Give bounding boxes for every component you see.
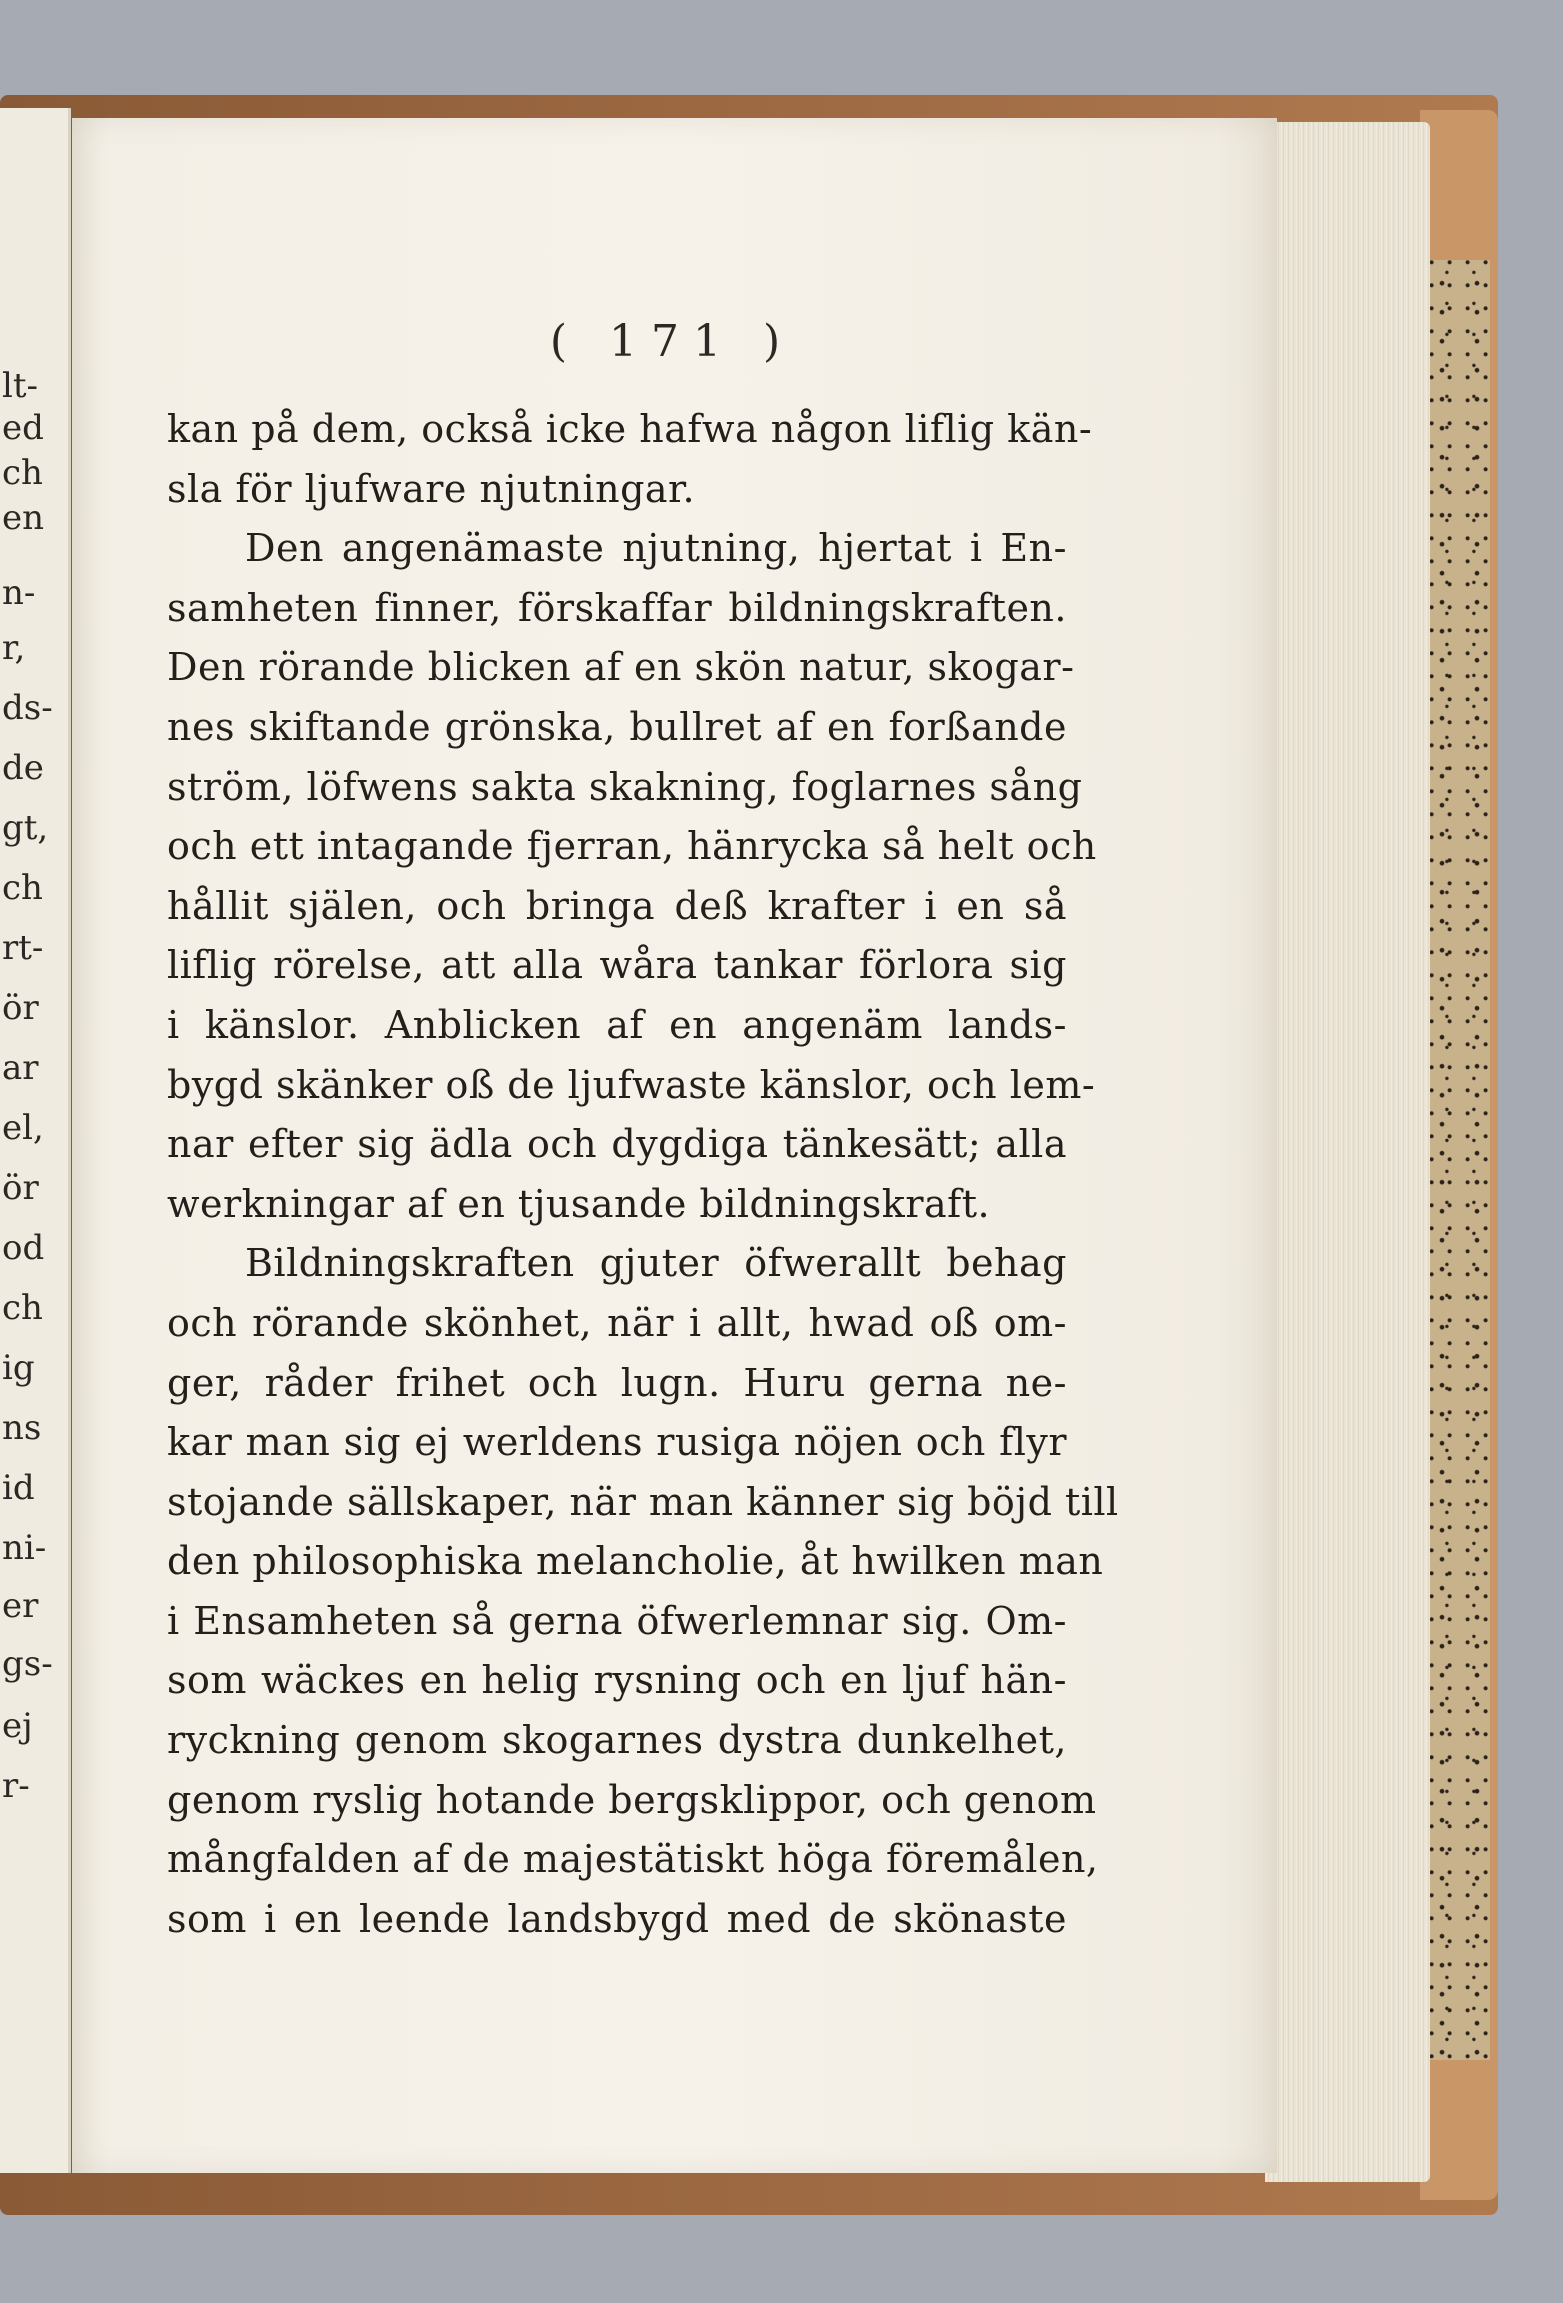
left-page-fragment: ör — [2, 1168, 39, 1208]
text-line: ryckning genom skogarnes dystra dunkelhet, — [167, 1718, 1067, 1763]
left-page-fragment: ör — [2, 988, 39, 1028]
text-line: sla för ljufware njutningar. — [167, 466, 696, 511]
page-number: ( 171 ) — [549, 316, 795, 367]
text-line: kar man sig ej werldens rusiga nöjen och flyr — [167, 1420, 1067, 1465]
text-line: och ett intagande fjerran, hänrycka så helt och — [167, 824, 1097, 869]
text-line: som wäckes en helig rysning och en ljuf hän- — [167, 1658, 1067, 1703]
left-page-fragment: lt- — [2, 366, 39, 406]
text-line: werkningar af en tjusande bildningskraft. — [167, 1181, 991, 1226]
left-page-fragment: od — [2, 1228, 45, 1268]
text-line: kan på dem, också icke hafwa någon liflig kän- — [167, 407, 1093, 451]
text-line: ström, löfwens sakta skakning, foglarnes sång — [167, 764, 1083, 809]
left-page-fragment: r- — [2, 1766, 30, 1806]
text-line: Den angenämaste njutning, hjertat i En- — [245, 526, 1067, 571]
left-page-fragment: n- — [2, 573, 36, 613]
left-page-fragment: ds- — [2, 688, 53, 728]
left-page-fragment: er — [2, 1586, 39, 1626]
left-page-fragment: rt- — [2, 928, 44, 968]
text-line: som i en leende landsbygd med de skönaste — [167, 1896, 1067, 1941]
left-page-fragment: ch — [2, 868, 43, 908]
left-page-fragment: ch — [2, 453, 43, 493]
text-line: i känslor. Anblicken af en angenäm lands- — [167, 1002, 1067, 1047]
text-line: i Ensamheten så gerna öfwerlemnar sig. Om- — [167, 1598, 1067, 1643]
left-page-fragment: ar — [2, 1048, 39, 1088]
left-page-fragment: de — [2, 748, 44, 788]
text-line: nar efter sig ädla och dygdiga tänkesätt; alla — [167, 1122, 1067, 1167]
text-line: stojande sällskaper, när man känner sig böjd till — [167, 1479, 1119, 1524]
text-line: Bildningskraften gjuter öfwerallt behag — [245, 1241, 1067, 1286]
left-page-fragment: ed — [2, 408, 44, 448]
left-page-fragment: ig — [2, 1348, 35, 1388]
left-page-fragment: gt, — [2, 808, 49, 848]
left-page-fragment: ns — [2, 1408, 42, 1448]
left-page-fragment: ej — [2, 1706, 33, 1746]
text-line: Den rörande blicken af en skön natur, skogar- — [167, 645, 1075, 690]
page-body-text — [167, 400, 1119, 1949]
text-line: genom ryslig hotande bergsklippor, och genom — [167, 1777, 1097, 1822]
text-line: liflig rörelse, att alla wåra tankar förlora sig — [167, 943, 1067, 988]
left-page-fragment: ch — [2, 1288, 43, 1328]
left-page-fragment: el, — [2, 1108, 44, 1148]
text-line: bygd skänker oß de ljufwaste känslor, och lem- — [167, 1062, 1096, 1107]
left-page-fragment: ni- — [2, 1528, 47, 1568]
left-page-fragment: id — [2, 1468, 35, 1508]
text-line: hållit själen, och bringa deß krafter i en så — [167, 883, 1067, 928]
book-page — [72, 118, 1277, 2173]
marbled-endpaper — [1428, 260, 1490, 2060]
previous-page-sliver — [0, 108, 71, 2173]
left-page-fragment: gs- — [2, 1644, 53, 1684]
text-line: mångfalden af de majestätiskt höga föremålen, — [167, 1837, 1099, 1882]
text-line: och rörande skönhet, när i allt, hwad oß om- — [167, 1300, 1067, 1345]
text-line: nes skiftande grönska, bullret af en forßande — [167, 704, 1067, 749]
text-line: ger, råder frihet och lugn. Huru gerna ne- — [167, 1360, 1067, 1405]
left-page-fragment: r, — [2, 628, 26, 668]
text-line: samheten finner, förskaffar bildningskraften. — [167, 585, 1067, 630]
text-line: den philosophiska melancholie, åt hwilken man — [167, 1539, 1104, 1584]
left-page-fragment: en — [2, 498, 45, 538]
page-fore-edge — [1265, 122, 1430, 2182]
